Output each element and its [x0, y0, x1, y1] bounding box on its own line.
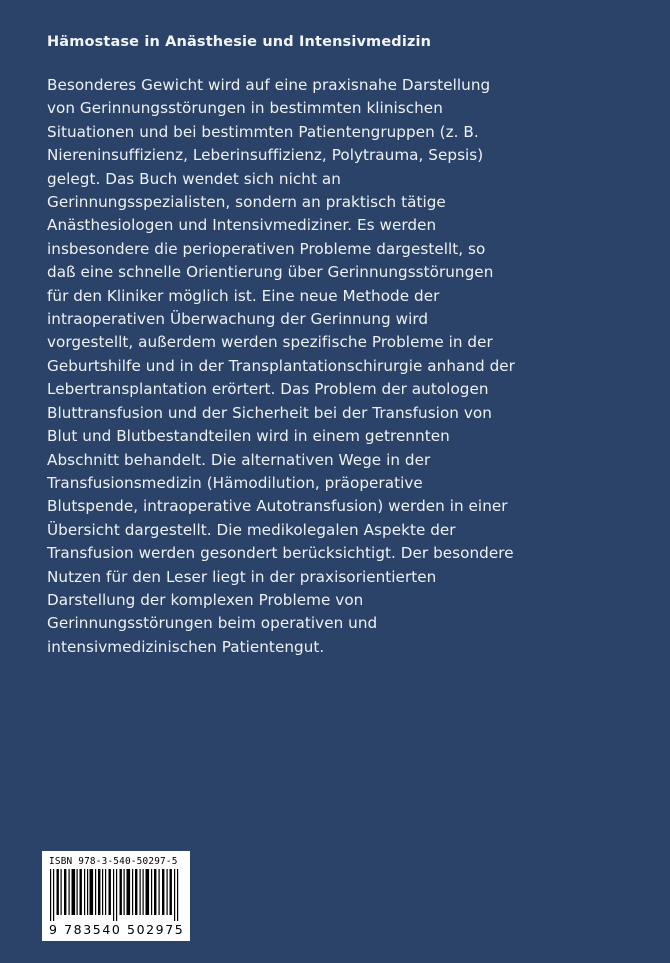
page-title: Hämostase in Anästhesie und Intensivmedizin — [47, 34, 432, 50]
book-description: Besonderes Gewicht wird auf eine praxisnahe Darstellung von Gerinnungsstörungen in bestimmten klinischen Situationen und bei bestimmten Patientengruppen (z. B. Niereninsuffizienz, Leberinsuffizienz, Polytrauma, Sepsis) gelegt. Das Buch wendet sich nicht an Gerinnungsspezialisten, sondern an praktisch tätige Anästhesiologen und Intensivmediziner. Es werden insbesondere die perioperativen Probleme dargestellt, so daß eine schnelle Orientierung über Gerinnungsstörungen für den Kliniker möglich ist. Eine neue Methode der intraoperativen Überwachung der Gerinnung wird vorgestellt, außerdem werden spezifische Probleme in der Geburtshilfe und in der Transplantationschirurgie anhand der Lebertransplantation erörtert. Das Problem der autologen Bluttransfusion und der Sicherheit bei der Transfusion von Blut und Blutbestandteilen wird in einem getrennten Abschnitt behandelt. Die alternativen Wege in der Transfusionsmedizin (Hämodilution, präoperative Blutspende, intraoperative Autotransfusion) werden in einer Übersicht dargestellt. Die medikolegalen Aspekte der Transfusion werden gesondert berücksichtigt. Der besondere Nutzen für den Leser liegt in der praxisorientierten Darstellung der komplexen Probleme von Gerinnungsstörungen beim operativen und intensivmedizinischen Patientengut. — [47, 76, 520, 656]
isbn-barcode-block — [42, 851, 190, 941]
isbn-label: ISBN 978-3-540-50297-5 — [49, 856, 178, 867]
barcode-image — [48, 869, 184, 921]
barcode-digits: 9 783540 502975 — [49, 922, 185, 937]
